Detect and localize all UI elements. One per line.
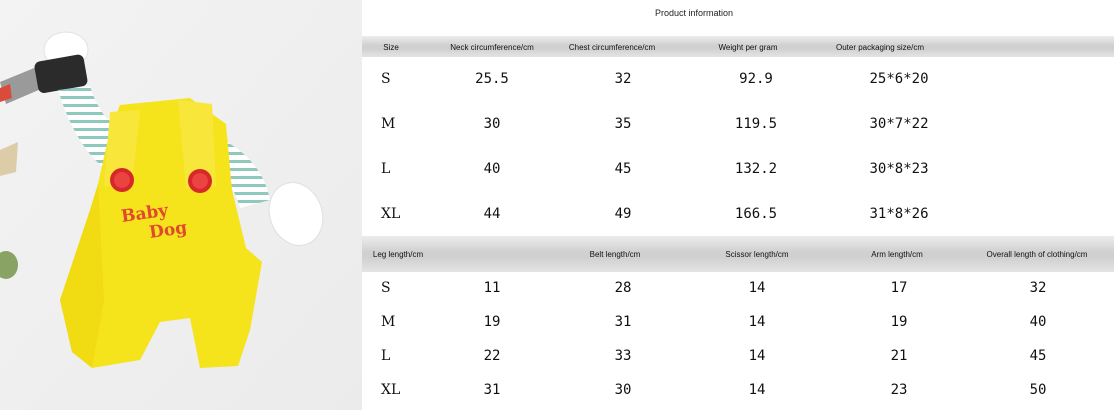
table-row	[362, 116, 1114, 136]
table-row	[362, 382, 1114, 402]
table1-header-row	[362, 36, 1114, 57]
cell-size: S	[381, 280, 391, 296]
cell-size: M	[381, 314, 396, 330]
cell-size: XL	[381, 382, 401, 398]
cell-neck: 25.5	[475, 71, 509, 87]
cell-neck: 30	[483, 116, 501, 132]
table-row	[362, 314, 1114, 334]
cell-packaging: 30*7*22	[869, 116, 929, 132]
cell-size: S	[381, 71, 391, 87]
cell-weight: 132.2	[734, 161, 778, 177]
cell-neck: 44	[483, 206, 501, 222]
cell-leg: 31	[483, 382, 501, 398]
cell-overall-length: 50	[1029, 382, 1047, 398]
cell-overall-length: 40	[1029, 314, 1047, 330]
cell-arm: 17	[890, 280, 908, 296]
table-row	[362, 206, 1114, 226]
cell-leg: 11	[483, 280, 501, 296]
product-photo	[0, 0, 362, 410]
table-row	[362, 71, 1114, 91]
header-belt: Belt length/cm	[589, 250, 641, 259]
cell-size: XL	[381, 206, 401, 222]
print-baby: Baby	[119, 200, 170, 227]
table-row	[362, 161, 1114, 181]
cell-belt: 33	[614, 348, 632, 364]
cell-leg: 22	[483, 348, 501, 364]
header-overall-length: Overall length of clothing/cm	[986, 250, 1088, 259]
cell-neck: 40	[483, 161, 501, 177]
print-dog: Dog	[147, 217, 189, 243]
cell-overall-length: 32	[1029, 280, 1047, 296]
header-leg: Leg length/cm	[372, 250, 424, 259]
cell-chest: 32	[614, 71, 632, 87]
header-packaging: Outer packaging size/cm	[835, 43, 925, 52]
cell-size: M	[381, 116, 396, 132]
cell-weight: 166.5	[734, 206, 778, 222]
table-title: Product information	[654, 8, 734, 18]
header-weight: Weight per gram	[718, 43, 778, 52]
product-info-table	[362, 0, 1114, 410]
cell-size: L	[381, 161, 391, 177]
cell-chest: 35	[614, 116, 632, 132]
cell-scissor: 14	[748, 280, 766, 296]
cell-belt: 28	[614, 280, 632, 296]
cell-packaging: 31*8*26	[869, 206, 929, 222]
cell-scissor: 14	[748, 314, 766, 330]
table-row	[362, 348, 1114, 368]
cell-overall-length: 45	[1029, 348, 1047, 364]
cell-scissor: 14	[748, 348, 766, 364]
cell-chest: 49	[614, 206, 632, 222]
cell-belt: 31	[614, 314, 632, 330]
header-size: Size	[383, 43, 399, 52]
table2-header-row	[362, 236, 1114, 272]
header-scissor: Scissor length/cm	[725, 250, 789, 259]
cell-arm: 21	[890, 348, 908, 364]
header-chest: Chest circumference/cm	[568, 43, 656, 52]
cell-packaging: 30*8*23	[869, 161, 929, 177]
cell-leg: 19	[483, 314, 501, 330]
cell-packaging: 25*6*20	[869, 71, 929, 87]
cell-belt: 30	[614, 382, 632, 398]
cell-scissor: 14	[748, 382, 766, 398]
cell-size: L	[381, 348, 391, 364]
cell-chest: 45	[614, 161, 632, 177]
cell-weight: 119.5	[734, 116, 778, 132]
table-row	[362, 280, 1114, 300]
header-neck: Neck circumference/cm	[450, 43, 534, 52]
cell-arm: 23	[890, 382, 908, 398]
dog-costume-illustration	[0, 0, 362, 410]
cell-weight: 92.9	[739, 71, 773, 87]
header-arm: Arm length/cm	[871, 250, 923, 259]
cell-arm: 19	[890, 314, 908, 330]
